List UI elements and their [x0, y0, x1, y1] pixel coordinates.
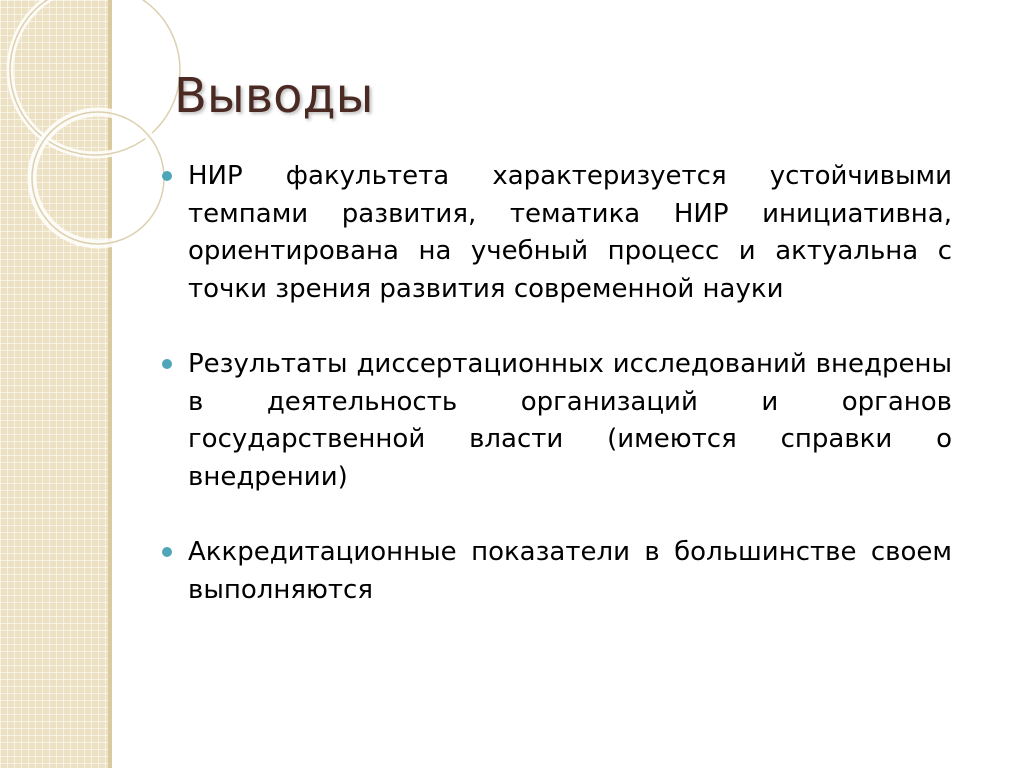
bullet-item: [160, 158, 952, 308]
bullet-dot-icon: [162, 359, 172, 369]
bullet-item: [160, 534, 952, 609]
slide-title: Выводы: [174, 68, 374, 124]
bullet-text: НИР факультета характеризуется устойчивыми темпами развития, тематика НИР инициативна, ориентирована на учебный процесс и актуальна с точки зрения развития современной науки: [188, 161, 952, 304]
bullet-list: [160, 158, 952, 647]
bullet-item: [160, 346, 952, 496]
decorative-rings: [0, 0, 180, 260]
bullet-dot-icon: [162, 547, 172, 557]
bullet-text: Результаты диссертационных исследований внедрены в деятельность организаций и органов государственной власти (имеются справки о внедрении): [188, 349, 952, 492]
bullet-dot-icon: [162, 171, 172, 181]
bullet-text: Аккредитационные показатели в большинстве своем выполняются: [188, 537, 952, 605]
